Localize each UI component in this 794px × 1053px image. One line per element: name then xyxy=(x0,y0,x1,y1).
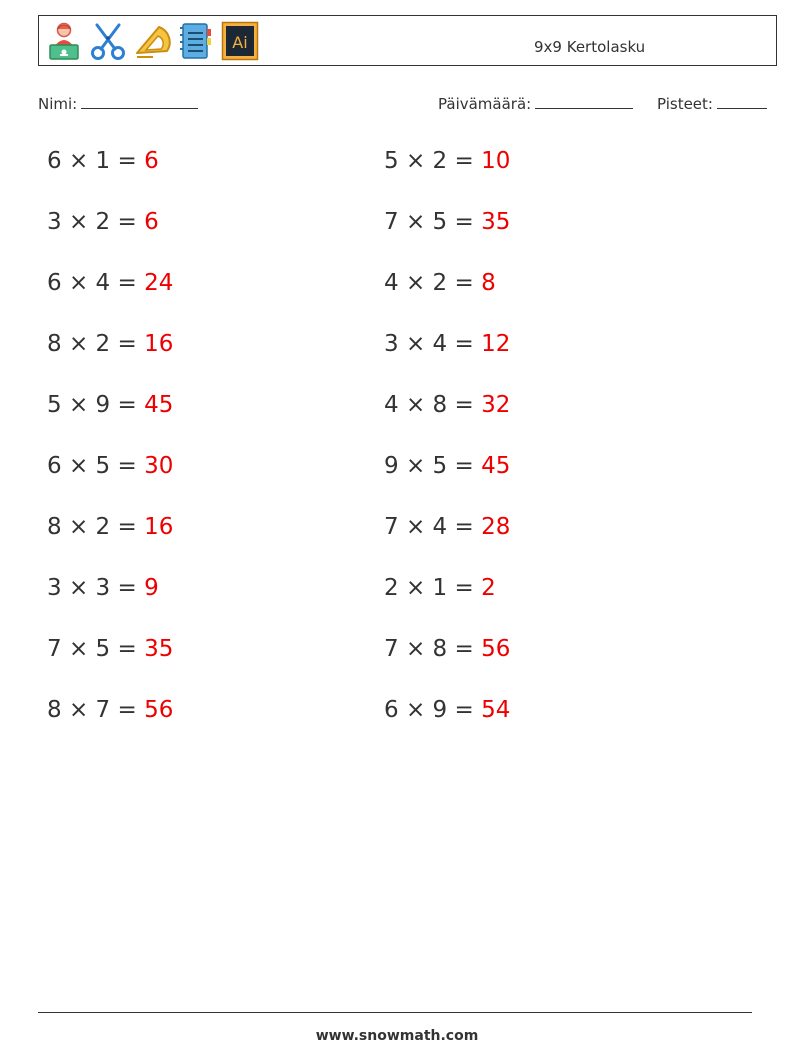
problem-right-5 xyxy=(384,392,510,418)
score-label: Pisteet: xyxy=(657,95,713,113)
problem-answer: 16 xyxy=(144,514,174,540)
problem-left-5 xyxy=(47,392,173,418)
problem-question: 4 × 8 = xyxy=(384,392,482,418)
date-field xyxy=(438,94,633,113)
problem-question: 3 × 4 = xyxy=(384,331,482,357)
problem-question: 8 × 2 = xyxy=(47,331,145,357)
problem-answer: 45 xyxy=(144,392,174,418)
problem-left-2 xyxy=(47,209,159,235)
problem-answer: 12 xyxy=(481,331,511,357)
problem-answer: 24 xyxy=(144,270,174,296)
score-field xyxy=(657,94,767,113)
date-blank[interactable] xyxy=(535,94,633,109)
problem-right-2 xyxy=(384,209,510,235)
problem-left-9 xyxy=(47,636,173,662)
problem-question: 6 × 4 = xyxy=(47,270,145,296)
problem-right-10 xyxy=(384,697,510,723)
header-box xyxy=(38,15,777,66)
protractor-icon xyxy=(133,21,171,61)
problem-right-4 xyxy=(384,331,510,357)
problem-answer: 35 xyxy=(144,636,174,662)
problem-right-7 xyxy=(384,514,510,540)
footer-url: www.snowmath.com xyxy=(315,1028,479,1044)
notebook-icon xyxy=(177,21,215,61)
problem-question: 5 × 2 = xyxy=(384,148,482,174)
problem-question: 6 × 5 = xyxy=(47,453,145,479)
name-blank[interactable] xyxy=(81,94,198,109)
problem-answer: 9 xyxy=(144,575,159,601)
problem-question: 4 × 2 = xyxy=(384,270,482,296)
problem-question: 2 × 1 = xyxy=(384,575,482,601)
problem-left-1 xyxy=(47,148,159,174)
score-blank[interactable] xyxy=(717,94,767,109)
problem-question: 7 × 5 = xyxy=(47,636,145,662)
problem-left-3 xyxy=(47,270,173,296)
problem-answer: 28 xyxy=(481,514,511,540)
page-title: 9x9 Kertolasku xyxy=(534,38,646,56)
problem-question: 7 × 8 = xyxy=(384,636,482,662)
problem-question: 7 × 4 = xyxy=(384,514,482,540)
problem-answer: 30 xyxy=(144,453,174,479)
problem-question: 7 × 5 = xyxy=(384,209,482,235)
problem-answer: 56 xyxy=(481,636,511,662)
problem-right-6 xyxy=(384,453,510,479)
problem-left-6 xyxy=(47,453,173,479)
problem-right-3 xyxy=(384,270,496,296)
problem-answer: 16 xyxy=(144,331,174,357)
name-label: Nimi: xyxy=(38,95,78,113)
ai-board-text: Ai xyxy=(232,33,248,52)
footer-divider xyxy=(38,1012,752,1013)
problem-right-8 xyxy=(384,575,496,601)
header-icons xyxy=(45,20,259,62)
problem-question: 8 × 7 = xyxy=(47,697,145,723)
problem-left-10 xyxy=(47,697,173,723)
problem-question: 6 × 9 = xyxy=(384,697,482,723)
problem-question: 6 × 1 = xyxy=(47,148,145,174)
scissors-icon xyxy=(89,21,127,61)
problem-answer: 2 xyxy=(481,575,496,601)
problem-answer: 56 xyxy=(144,697,174,723)
problem-answer: 8 xyxy=(481,270,496,296)
teacher-icon xyxy=(45,21,83,61)
problem-answer: 45 xyxy=(481,453,511,479)
problem-question: 3 × 3 = xyxy=(47,575,145,601)
problem-answer: 54 xyxy=(481,697,511,723)
problem-question: 8 × 2 = xyxy=(47,514,145,540)
problem-question: 5 × 9 = xyxy=(47,392,145,418)
problem-question: 3 × 2 = xyxy=(47,209,145,235)
problem-answer: 10 xyxy=(481,148,511,174)
ai-board-icon xyxy=(221,21,259,61)
problem-left-4 xyxy=(47,331,173,357)
problem-left-7 xyxy=(47,514,173,540)
problem-right-1 xyxy=(384,148,510,174)
name-field xyxy=(38,94,198,113)
date-label: Päivämäärä: xyxy=(438,95,532,113)
problem-right-9 xyxy=(384,636,510,662)
problem-answer: 6 xyxy=(144,148,159,174)
problem-answer: 35 xyxy=(481,209,511,235)
problem-question: 9 × 5 = xyxy=(384,453,482,479)
problem-answer: 32 xyxy=(481,392,511,418)
problem-left-8 xyxy=(47,575,159,601)
problem-answer: 6 xyxy=(144,209,159,235)
